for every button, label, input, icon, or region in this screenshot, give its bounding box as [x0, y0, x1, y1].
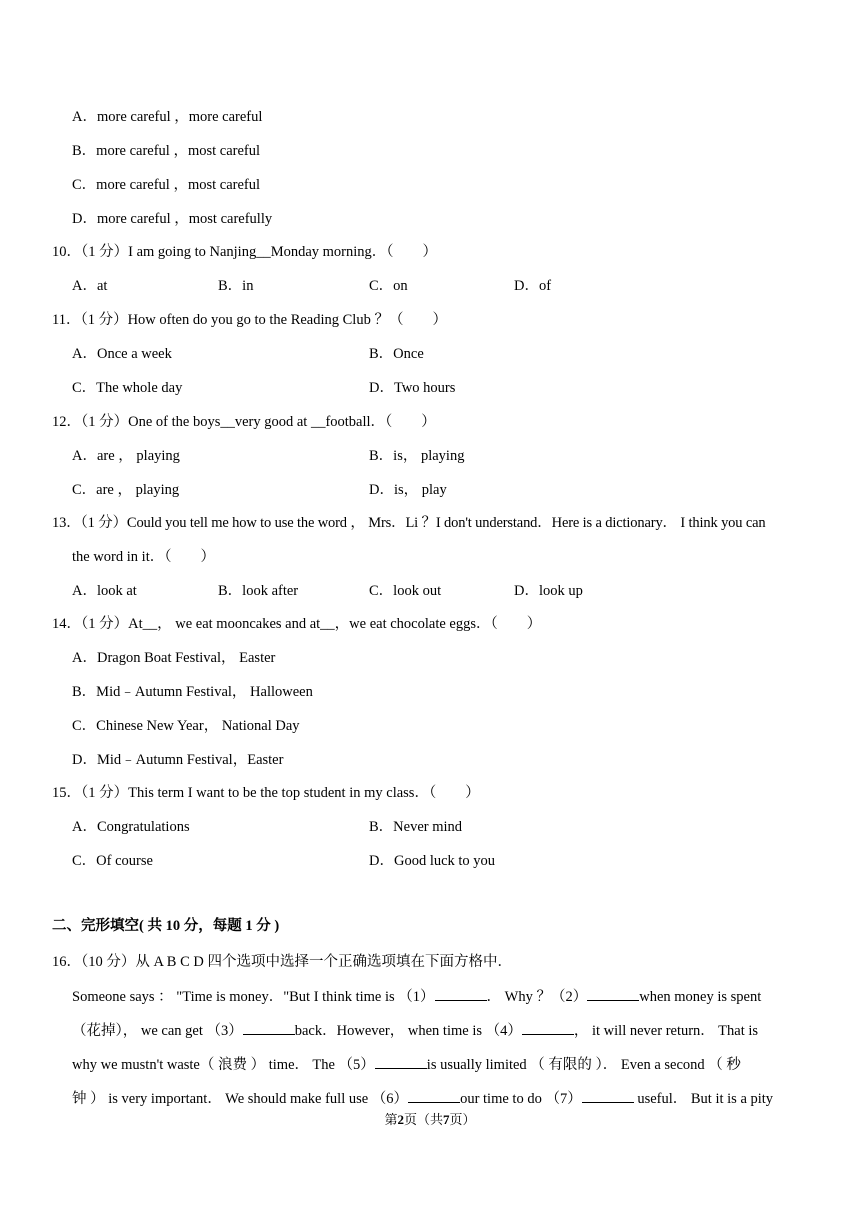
cloze-paragraph-line2 [72, 1020, 812, 1041]
cloze-text: why we mustn't waste（ 浪费 ） time． The （5） [72, 1057, 375, 1073]
cloze-paragraph-line3 [72, 1054, 812, 1075]
cloze-text: useful． But it is a pity [633, 1091, 774, 1107]
cloze-blank-5[interactable] [375, 1054, 427, 1069]
q14-stem: 14．（1 分）At__， we eat mooncakes and at__，we eat chocolate eggs．（ ） [52, 616, 542, 632]
section-title-cloze: 二、完形填空( 共 10 分，每题 1 分 ) [52, 918, 280, 934]
cloze-text: （花掉）， we can get （3） [72, 1023, 243, 1039]
q13-option-b: B．look after [218, 583, 299, 599]
q14-option-c: C．Chinese New Year， National Day [72, 718, 300, 734]
q9-option-a: A．more careful ，more careful [72, 109, 263, 125]
cloze-text: 钟 ） is very important． We should make full use （6） [72, 1091, 409, 1107]
q12-option-a: A．are ， playing [72, 448, 180, 464]
cloze-blank-2[interactable] [587, 986, 639, 1001]
q13-option-a: A．look at [72, 583, 137, 599]
footer-suffix: 页） [449, 1112, 476, 1127]
q16-stem: 16．（10 分）从 A B C D 四个选项中选择一个正确选项填在下面方格中． [52, 954, 512, 970]
cloze-text: is usually limited （ 有限的 ）． Even a second （ 秒 [426, 1057, 741, 1073]
q9-option-c: C．more careful ，most careful [72, 177, 261, 193]
q12-option-d: D．is， play [369, 482, 447, 498]
q14-option-a: A．Dragon Boat Festival， Easter [72, 650, 276, 666]
q14-option-d: D．Mid﹣Autumn Festival，Easter [72, 752, 284, 768]
cloze-blank-4[interactable] [522, 1020, 574, 1035]
q14-option-b: B．Mid﹣Autumn Festival， Halloween [72, 684, 313, 700]
cloze-text: ， it will never return． That is [573, 1023, 759, 1039]
page-number: 2 [397, 1112, 404, 1127]
footer-prefix: 第 [384, 1112, 398, 1127]
q12-option-c: C．are ， playing [72, 482, 180, 498]
cloze-paragraph-line4 [72, 1088, 812, 1109]
q13-stem-line2: the word in it．（ ） [72, 549, 215, 565]
cloze-blank-6[interactable] [408, 1088, 460, 1103]
q10-option-a: A．at [72, 278, 108, 294]
q13-stem-line1: 13．（1 分）Could you tell me how to use the word ， Mrs．Li ？I don't understand．Here is a dictionary． I think you can [52, 515, 766, 531]
q13-option-c: C．look out [369, 583, 442, 599]
cloze-blank-3[interactable] [243, 1020, 295, 1035]
q10-option-c: C．on [369, 278, 408, 294]
cloze-text: our time to do （7） [460, 1091, 582, 1107]
q10-option-b: B．in [218, 278, 254, 294]
q11-stem: 11．（1 分）How often do you go to the Reading Club ？（ ） [52, 312, 447, 328]
q15-option-a: A．Congratulations [72, 819, 190, 835]
page-total: 7 [443, 1112, 450, 1127]
q15-option-d: D．Good luck to you [369, 853, 496, 869]
q11-option-a: A．Once a week [72, 346, 172, 362]
cloze-text: Someone says ： "Time is money．"But I think time is （1） [72, 989, 435, 1005]
q11-option-d: D．Two hours [369, 380, 456, 396]
q11-option-b: B．Once [369, 346, 424, 362]
q15-option-c: C．Of course [72, 853, 153, 869]
cloze-text: back．However， when time is （4） [294, 1023, 522, 1039]
q9-option-b: B．more careful ，most careful [72, 143, 261, 159]
q12-option-b: B．is， playing [369, 448, 465, 464]
q10-option-d: D．of [514, 278, 552, 294]
q15-option-b: B．Never mind [369, 819, 463, 835]
q10-stem: 10．（1 分）I am going to Nanjing__Monday morning．（ ） [52, 244, 438, 260]
q15-stem: 15．（1 分）This term I want to be the top student in my class．（ ） [52, 785, 480, 801]
page-footer [0, 1111, 860, 1129]
cloze-text: when money is spent [639, 989, 762, 1005]
q11-option-c: C．The whole day [72, 380, 183, 396]
q9-option-d: D．more careful ，most carefully [72, 211, 273, 227]
q13-option-d: D．look up [514, 583, 583, 599]
footer-middle: 页（共 [403, 1112, 443, 1127]
q12-stem: 12．（1 分）One of the boys__very good at __football．（ ） [52, 414, 436, 430]
cloze-paragraph-line1 [72, 986, 812, 1007]
cloze-blank-7[interactable] [582, 1088, 634, 1103]
cloze-blank-1[interactable] [435, 986, 487, 1001]
cloze-text: ． Why ？（2） [486, 989, 588, 1005]
